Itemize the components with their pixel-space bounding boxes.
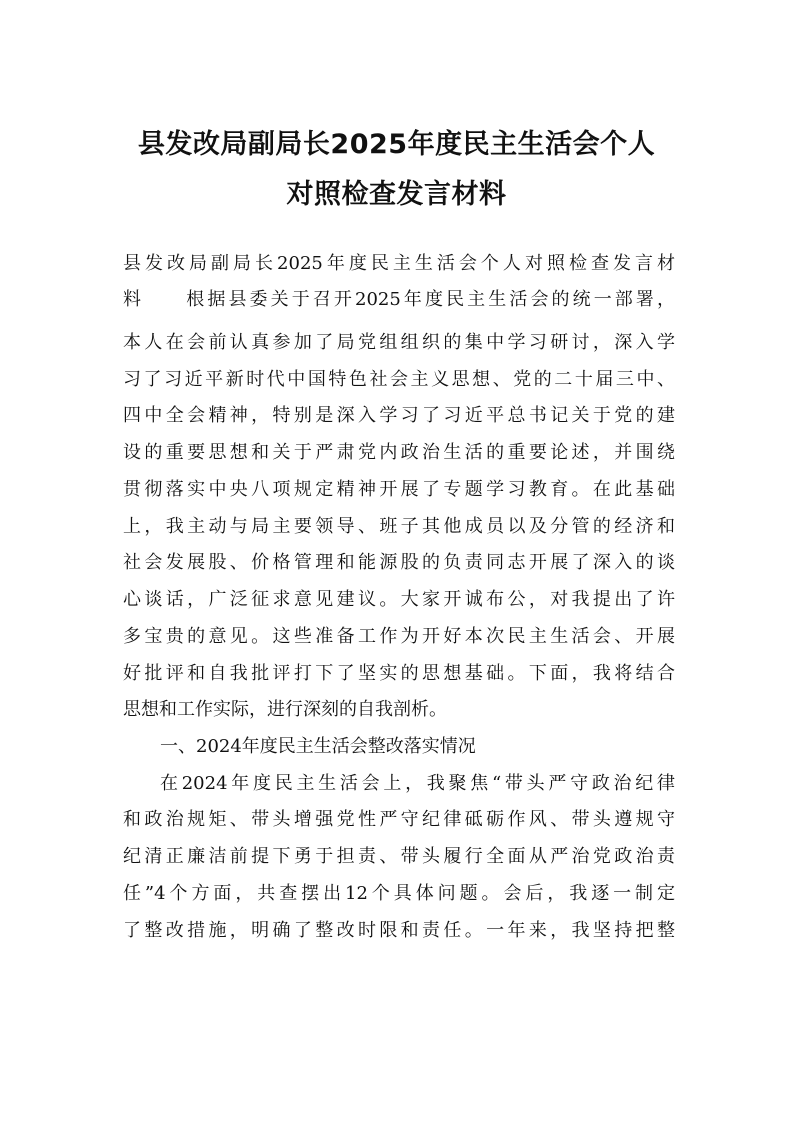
paragraph-line: 设的重要思想和关于严肃党内政治生活的重要论述，并围绕 <box>123 442 675 463</box>
paragraph-line: 料 根据县委关于召开2025年度民主生活会的统一部署， <box>123 289 675 310</box>
paragraph-line: 上，我主动与局主要领导、班子其他成员以及分管的经济和 <box>123 516 675 537</box>
paragraph-line: 任”4个方面，共查摆出12个具体问题。会后，我逐一制定 <box>123 883 675 904</box>
paragraph-line: 多宝贵的意见。这些准备工作为开好本次民主生活会、开展 <box>123 626 675 647</box>
paragraph-line: 县发改局副局长2025年度民主生活会个人对照检查发言材 <box>123 253 675 274</box>
document-title-line-2: 对照检查发言材料 <box>286 179 507 210</box>
paragraph-line: 和政治规矩、带头增强党性严守纪律砥砺作风、带头遵规守 <box>123 809 675 830</box>
paragraph-line: 贯彻落实中央八项规定精神开展了专题学习教育。在此基础 <box>123 479 675 500</box>
paragraph-line: 本人在会前认真参加了局党组组织的集中学习研讨，深入学 <box>123 332 675 353</box>
paragraph-line: 心谈话，广泛征求意见建议。大家开诚布公，对我提出了许 <box>123 589 675 610</box>
paragraph-line: 思想和工作实际，进行深刻的自我剖析。 <box>123 699 447 720</box>
paragraph-line: 社会发展股、价格管理和能源股的负责同志开展了深入的谈 <box>123 552 675 573</box>
paragraph-line: 好批评和自我批评打下了坚实的思想基础。下面，我将结合 <box>123 663 675 684</box>
document-title-line-1: 县发改局副局长2025年度民主生活会个人 <box>137 129 656 160</box>
paragraph-line: 了整改措施，明确了整改时限和责任。一年来，我坚持把整 <box>123 920 675 941</box>
paragraph-line: 四中全会精神，特别是深入学习了习近平总书记关于党的建 <box>123 405 675 426</box>
paragraph-line: 在2024年度民主生活会上，我聚焦“带头严守政治纪律 <box>160 773 675 794</box>
section-heading: 一、2024年度民主生活会整改落实情况 <box>160 736 476 757</box>
paragraph-line: 纪清正廉洁前提下勇于担责、带头履行全面从严治党政治责 <box>123 846 675 867</box>
paragraph-line: 习了习近平新时代中国特色社会主义思想、党的二十届三中、 <box>123 369 675 390</box>
